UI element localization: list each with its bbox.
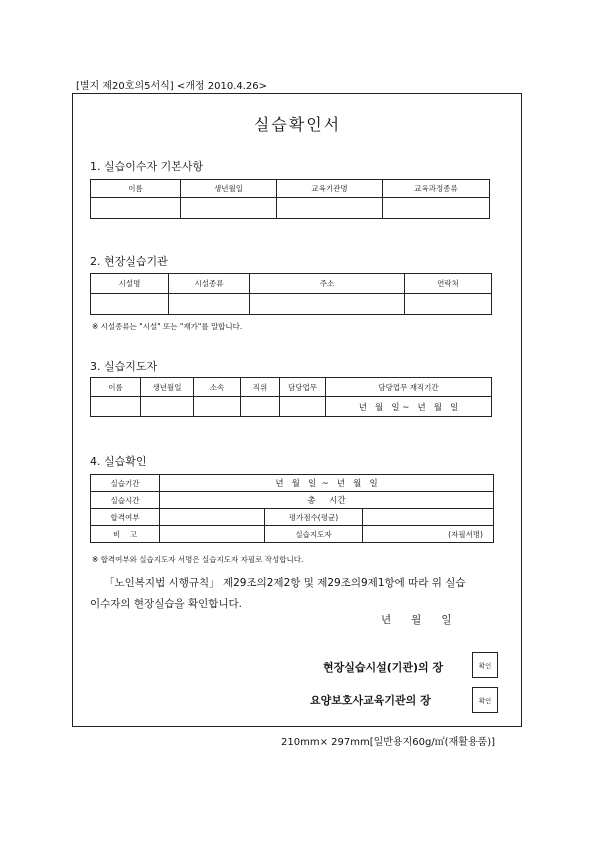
col-facility-name: 시설명 xyxy=(91,274,169,294)
col-sup-birthdate: 생년월일 xyxy=(141,378,194,397)
sup-duty-field[interactable] xyxy=(280,397,326,417)
pass-label: 합격여부 xyxy=(91,509,160,526)
facility-table xyxy=(90,273,492,315)
supervisor-signature-field[interactable] xyxy=(363,526,494,543)
sup-birthdate-field[interactable] xyxy=(141,397,194,417)
hours-label: 실습시간 xyxy=(91,492,160,509)
sup-tenure-field[interactable]: 년 월 일 ~ 년 월 일 xyxy=(326,397,492,417)
signature-note: (자필서명) xyxy=(448,529,483,539)
facility-stamp-box[interactable]: 확인 xyxy=(472,652,498,678)
remark-label: 비 고 xyxy=(91,526,160,543)
course-type-field[interactable] xyxy=(383,198,490,219)
supervisor-label: 실습지도자 xyxy=(265,526,363,543)
facility-type-note: ※ 시설종류는 "시설" 또는 "재가"를 말합니다. xyxy=(92,322,243,331)
institution-stamp-box[interactable]: 확인 xyxy=(472,687,498,713)
section-4-heading: 4. 실습확인 xyxy=(90,455,147,468)
col-address: 주소 xyxy=(250,274,405,294)
facility-type-field[interactable] xyxy=(169,294,250,315)
col-contact: 연락처 xyxy=(405,274,492,294)
score-label: 평가점수(평균) xyxy=(265,509,363,526)
statement-date: 년 월 일 xyxy=(381,614,452,626)
sup-name-field[interactable] xyxy=(91,397,141,417)
col-course-type: 교육과정종류 xyxy=(383,180,490,198)
institution-field[interactable] xyxy=(277,198,383,219)
col-sup-duty: 담당업무 xyxy=(280,378,326,397)
form-header: [별지 제20호의5서식] <개정 2010.4.26> xyxy=(76,81,268,92)
sup-position-field[interactable] xyxy=(241,397,280,417)
institution-head-label: 요양보호사교육기관의 장 xyxy=(310,694,431,707)
facility-head-label: 현장실습시설(기관)의 장 xyxy=(323,661,444,674)
confirmation-note: ※ 합격여부와 실습지도자 서명은 실습지도자 자필로 작성합니다. xyxy=(92,555,304,564)
supervisor-table xyxy=(90,377,492,417)
name-field[interactable] xyxy=(91,198,181,219)
paper-spec-footer: 210mm× 297mm[일반용지60g/㎡(재활용품)] xyxy=(281,737,496,748)
col-sup-affiliation: 소속 xyxy=(194,378,241,397)
col-institution: 교육기관명 xyxy=(277,180,383,198)
section-2-heading: 2. 현장실습기관 xyxy=(90,255,168,268)
facility-name-field[interactable] xyxy=(91,294,169,315)
col-sup-name: 이름 xyxy=(91,378,141,397)
confirmation-table xyxy=(90,474,494,543)
period-field[interactable]: 년 월 일 ~ 년 월 일 xyxy=(160,475,494,492)
col-name: 이름 xyxy=(91,180,181,198)
statement-line-1: 「노인복지법 시행규칙」 제29조의2제2항 및 제29조의9제1항에 따라 위 실습 xyxy=(104,577,466,589)
remark-field[interactable] xyxy=(160,526,265,543)
birthdate-field[interactable] xyxy=(181,198,277,219)
score-field[interactable] xyxy=(363,509,494,526)
statement-line-2: 이수자의 현장실습을 확인합니다. xyxy=(90,598,243,610)
col-sup-tenure: 담당업무 재직기간 xyxy=(326,378,492,397)
col-sup-position: 직위 xyxy=(241,378,280,397)
col-facility-type: 시설종류 xyxy=(169,274,250,294)
period-label: 실습기간 xyxy=(91,475,160,492)
sup-affiliation-field[interactable] xyxy=(194,397,241,417)
section-1-heading: 1. 실습이수자 기본사항 xyxy=(90,160,204,173)
contact-field[interactable] xyxy=(405,294,492,315)
hours-field[interactable]: 총 시간 xyxy=(160,492,494,509)
address-field[interactable] xyxy=(250,294,405,315)
trainee-table xyxy=(90,179,490,219)
col-birthdate: 생년월일 xyxy=(181,180,277,198)
document-title: 실습확인서 xyxy=(253,115,342,134)
pass-field[interactable] xyxy=(160,509,265,526)
section-3-heading: 3. 실습지도자 xyxy=(90,360,158,373)
